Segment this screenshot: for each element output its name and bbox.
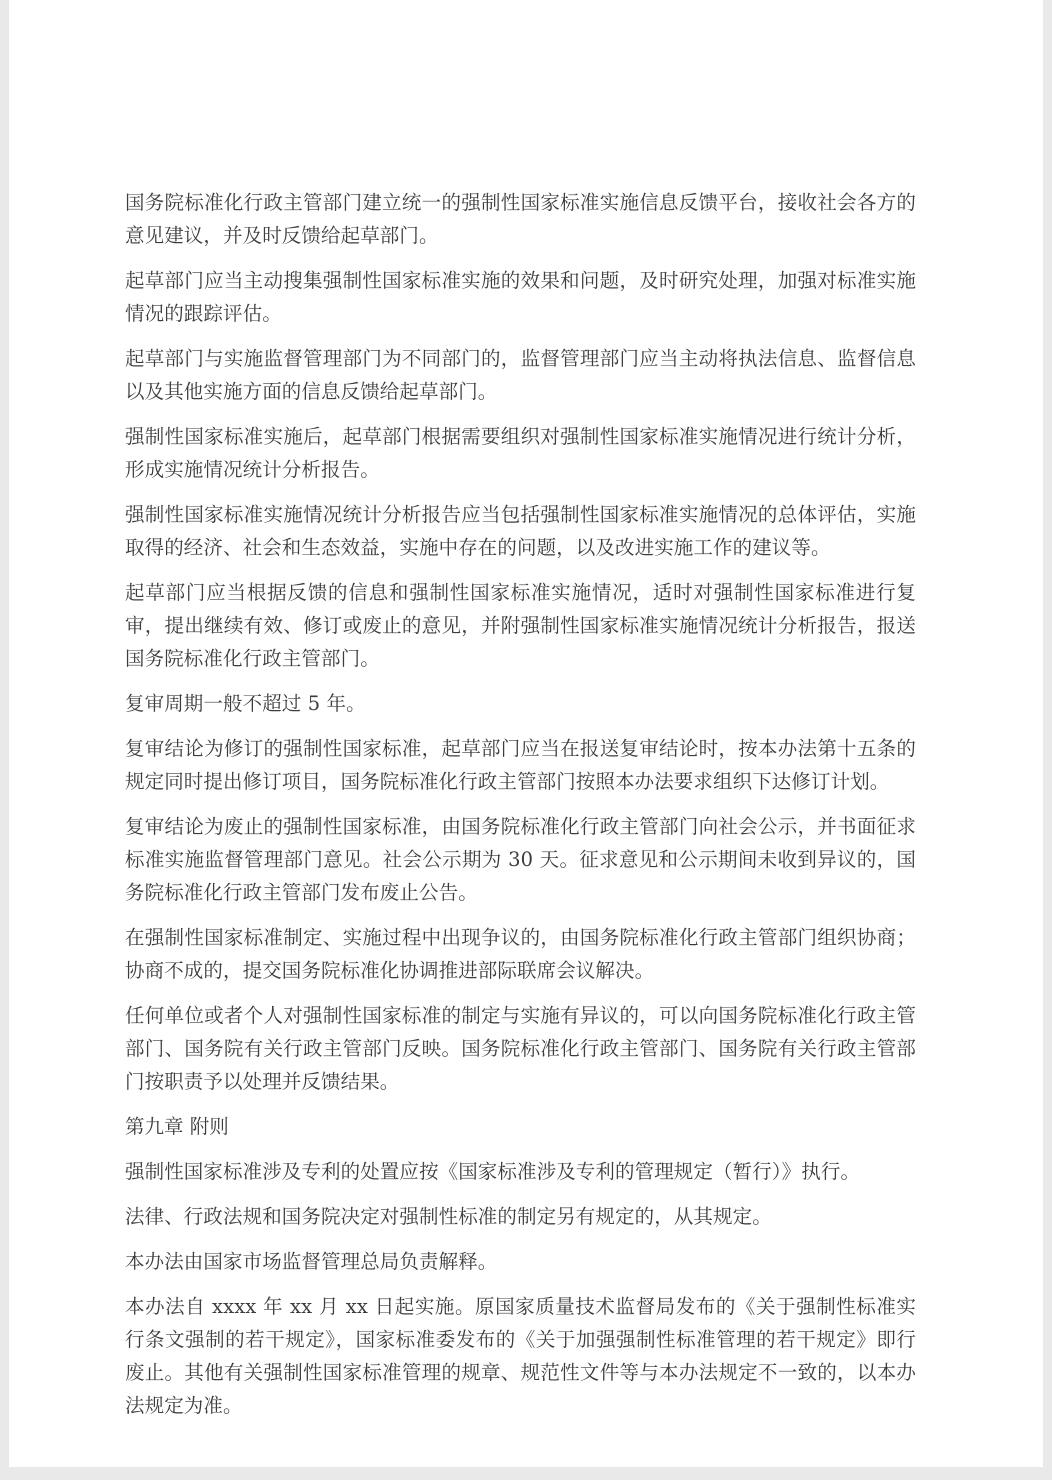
document-paragraph: 强制性国家标准实施后，起草部门根据需要组织对强制性国家标准实施情况进行统计分析，形成实施情况统计分析报告。 <box>125 425 916 481</box>
document-paragraph: 任何单位或者个人对强制性国家标准的制定与实施有异议的，可以向国务院标准化行政主管部门、国务院有关行政主管部门反映。国务院标准化行政主管部门、国务院有关行政主管部门按职责予以处理并反馈结果。 <box>125 1004 916 1093</box>
document-paragraph: 复审结论为修订的强制性国家标准，起草部门应当在报送复审结论时，按本办法第十五条的规定同时提出修订项目，国务院标准化行政主管部门按照本办法要求组织下达修订计划。 <box>125 737 916 793</box>
document-page-sheet <box>9 0 1043 1467</box>
document-paragraph: 法律、行政法规和国务院决定对强制性标准的制定另有规定的，从其规定。 <box>125 1205 772 1228</box>
chapter-heading: 第九章 附则 <box>125 1115 229 1138</box>
document-paragraph: 本办法由国家市场监督管理总局负责解释。 <box>125 1250 498 1273</box>
document-paragraph: 强制性国家标准涉及专利的处置应按《国家标准涉及专利的管理规定（暂行）》执行。 <box>125 1160 861 1183</box>
document-paragraph: 在强制性国家标准制定、实施过程中出现争议的，由国务院标准化行政主管部门组织协商；协商不成的，提交国务院标准化协调推进部际联席会议解决。 <box>125 926 916 982</box>
document-paragraph: 国务院标准化行政主管部门建立统一的强制性国家标准实施信息反馈平台，接收社会各方的意见建议，并及时反馈给起草部门。 <box>125 191 916 247</box>
document-text-column <box>125 186 916 1422</box>
document-paragraph: 强制性国家标准实施情况统计分析报告应当包括强制性国家标准实施情况的总体评估，实施取得的经济、社会和生态效益，实施中存在的问题，以及改进实施工作的建议等。 <box>125 503 916 559</box>
document-paragraph: 起草部门应当主动搜集强制性国家标准实施的效果和问题，及时研究处理，加强对标准实施情况的跟踪评估。 <box>125 269 916 325</box>
document-paragraph: 复审周期一般不超过 5 年。 <box>125 692 366 715</box>
document-paragraph: 起草部门应当根据反馈的信息和强制性国家标准实施情况，适时对强制性国家标准进行复审，提出继续有效、修订或废止的意见，并附强制性国家标准实施情况统计分析报告，报送国务院标准化行政主管部门。 <box>125 581 916 670</box>
document-paragraph: 复审结论为废止的强制性国家标准，由国务院标准化行政主管部门向社会公示，并书面征求标准实施监督管理部门意见。社会公示期为 30 天。征求意见和公示期间未收到异议的，国务院标准化行政主管部门发布废止公告。 <box>125 815 916 904</box>
document-paragraph: 起草部门与实施监督管理部门为不同部门的，监督管理部门应当主动将执法信息、监督信息以及其他实施方面的信息反馈给起草部门。 <box>125 347 916 403</box>
document-paragraph: 本办法自 xxxx 年 xx 月 xx 日起实施。原国家质量技术监督局发布的《关于强制性标准实行条文强制的若干规定》，国家标准委发布的《关于加强强制性标准管理的若干规定》即行废止。其他有关强制性国家标准管理的规章、规范性文件等与本办法规定不一致的，以本办法规定为准。 <box>125 1295 916 1417</box>
